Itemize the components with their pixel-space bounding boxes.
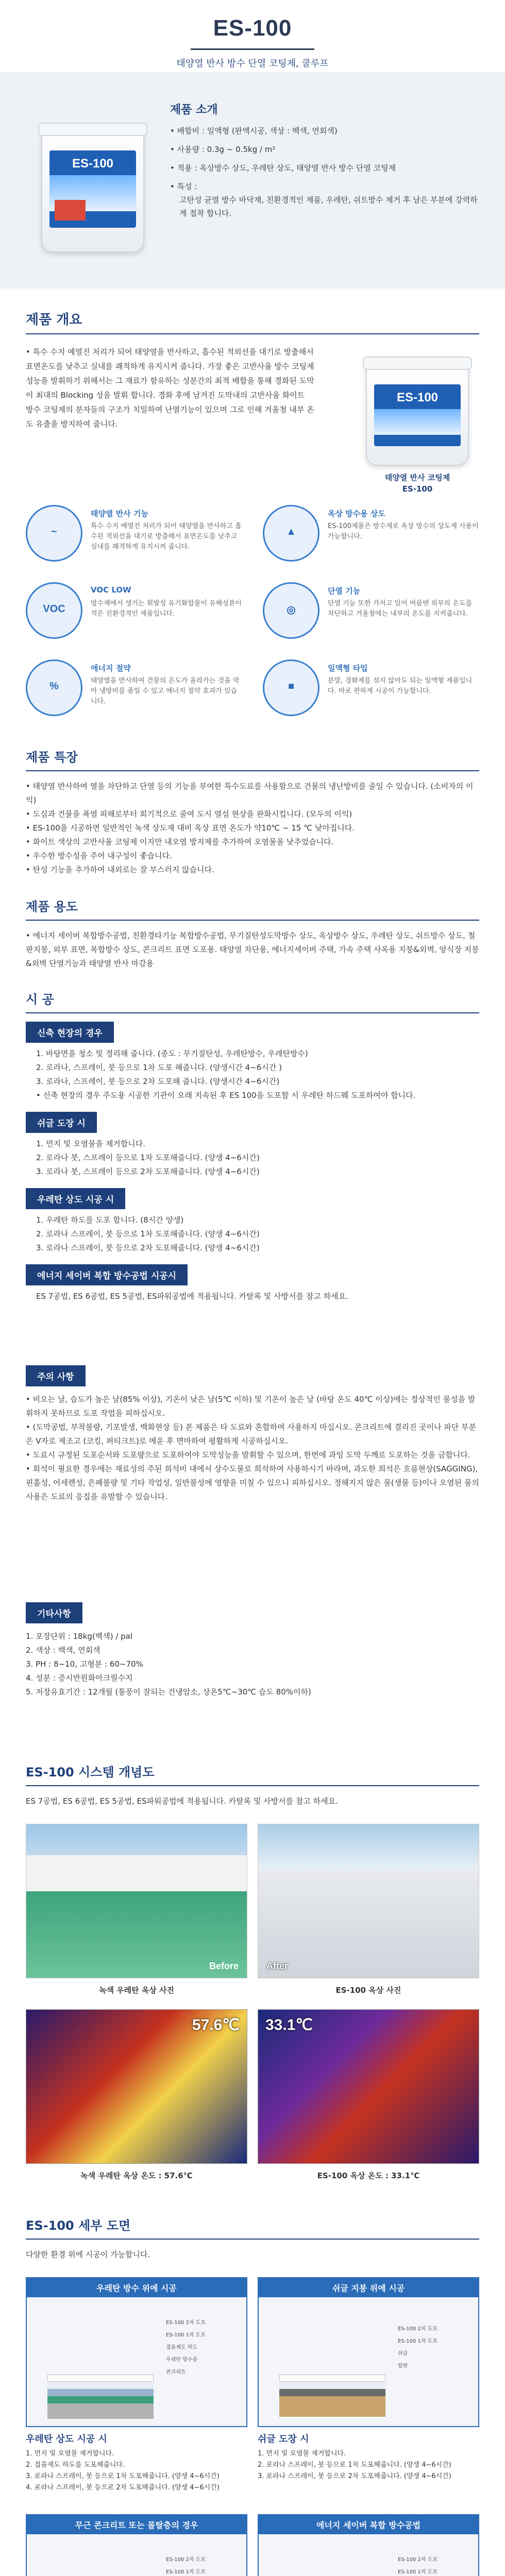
characteristic-line: • 탄성 기능을 추가하여 내외로는 잘 부스러지 않습니다. — [26, 865, 214, 874]
icon-glyph: ~ — [51, 526, 57, 537]
title-rule — [191, 48, 314, 50]
before-temp-readout: 57.6℃ — [192, 2016, 240, 2033]
diagram-step: 3. 로라나 스프레이, 붓 등으로 2차 도포해줍니다. (양생 4~6시간) — [258, 2472, 451, 2480]
detail-diagram — [26, 2277, 247, 2427]
detail-heading: ES-100 세부 도면 — [26, 2218, 131, 2233]
feature-item — [26, 659, 242, 732]
diagram-head: 쉬글 지붕 위에 시공 — [259, 2278, 478, 2297]
overview-bucket-image — [366, 363, 469, 466]
caution-line: • (도막공법, 부착불량, 기포발생, 백화현상 등) 본 제품은 타 도료와 혼합하여 사용하지 마십시오. 콘크리트에 결리진 곳이나 파단 부분은 V자로 제조고 (코킹, 퍼티크트)로 메운 후 면마하여 평활하게 시공하십시오. — [26, 1422, 477, 1446]
feature-item — [263, 505, 479, 577]
construction-step: 1. 먼지 및 오염물을 제거합니다. — [36, 1139, 146, 1148]
feature-title: 태양열 반사 기능 — [91, 509, 148, 518]
feature-item — [26, 582, 242, 654]
other-line: 3. PH : 8~10, 고형분 : 60~70% — [26, 1659, 143, 1669]
usage-text: • 에너지 세이버 복합방수공법, 친환경타기능 복합방수공법, 무기질탄성도막방수 상도, 옥상방수 상도, 우레탄 상도, 쉬트방수 상도, 철판지붕, 외부 표면, 복합방수 상도, 콘크리트 표면 도포용. 태양열 차단용, 에너지세이버 주택, 가속 주택 사옥용 지붕&외벽, 양식장 지붕&외벽 단열기능과 태양열 반사 마감용 — [26, 931, 479, 968]
system-desc: ES 7공법, ES 6공법, ES 5공법, ES파워공법에 적용됩니다. 카탈록 및 사방서를 참고 하세요. — [26, 1797, 338, 1806]
caution-line: • 회석이 필요한 경우에는 재료성의 주된 희석비 내에서 상수도물로 희석하여 사용하시기 바라며, 과도한 희석은 흐름현상(SAGGING), 핀홀성, 어세렌성, 은폐불량 및 기타 작업성, 일반불성에 영향을 미칠 수 있으니 피하십시오. 정해지지 않은 물(생물 등)이나 오염된 물의 사용은 도료의 응집을 유발할 수 있습니다. — [26, 1464, 479, 1501]
feature-body: 방수제에서 생기는 휘발성 유기화합물이 유해성분이 적은 친환경적인 제품입니다. — [91, 600, 242, 618]
product-bucket-image — [41, 129, 144, 252]
section-rule — [26, 2239, 479, 2240]
caution-line: • 비오는 날, 습도가 높은 날(85% 이상), 기온이 낮은 날(5℃ 이하) 및 기온이 높은 날 (바탕 온도 40℃ 이상)에는 정상적인 물성을 발휘하지 못하므로 도포 작업을 피하십시오. — [26, 1395, 476, 1418]
diagram-layer — [279, 2389, 385, 2396]
diagram-step: 2. 로라나 스프레이, 붓 등으로 1차 도포해줍니다. (양생 4~6시간) — [258, 2461, 451, 2469]
section-rule — [26, 770, 479, 771]
layer-label: ES-100 2차 도포 — [398, 2326, 438, 2332]
diagram-step: 1. 먼지 및 오염물 제거합니다. — [258, 2450, 346, 2458]
overview-caption — [361, 472, 474, 495]
feature-item — [263, 582, 479, 654]
layer-label: 합판 — [398, 2363, 408, 2369]
sun-reflect-icon — [26, 505, 82, 562]
overview-heading: 제품 개요 — [26, 312, 82, 328]
page-header — [0, 0, 505, 72]
diagram-title: 우레탄 상도 시공 시 — [26, 2434, 107, 2445]
feature-title: VOC LOW — [91, 585, 131, 595]
diagram-step: 2. 접을제도 하도를 도포해줍니다. — [26, 2461, 125, 2469]
bucket-lid — [38, 123, 147, 136]
overview-text: • 특수 수지 예열진 처리가 되어 태양열을 반사하고, 흡수된 적외선을 대기로 방출해서 표면온도를 낮추고 실내를 쾌적하게 유지시켜 줍니다. 가장 좋은 고반사율 방수 코팅제 성능을 발휘하기 위해서는 그 재료가 함유하는 성분간의 최적 배합을 통해 경화된 도막이 최대의 Blocking 성을 발휘 합니다. 경화 후에 남겨진 도막내의 고반사율 화이트 방수 코팅제의 분자들의 구조가 치밀하여 난열기능이 있으며 그로 인해 겨울철 내부 온도 유출을 방지하여 줍니다. — [26, 347, 314, 429]
usage-section — [26, 896, 479, 971]
diagram-layer — [47, 2382, 154, 2389]
feature-body: 단열 기능 또한 가지고 있어 여름엔 외부의 온도를 차단하고 겨울철에는 내부의 온도를 지켜줍니다. — [328, 600, 473, 618]
construction-step: 2. 로라나, 스프레이, 붓 등으로 1차 도포 해줍니다. (양생시간 4~6시간 ) — [36, 1063, 282, 1072]
construction-step: 2. 로라나 붓, 스프레이 등으로 1차 도포해줍니다. (양생 4~6시간) — [36, 1153, 260, 1162]
diagram-head: 무근 콘크리트 또는 몰탈층의 경우 — [27, 2515, 246, 2534]
characteristics-section — [26, 747, 479, 877]
construction-step: 3. 로라나 붓, 스프레이 등으로 2차 도포해줍니다. (양생 4~6시간) — [36, 1167, 260, 1176]
diagram-layer — [279, 2382, 385, 2389]
layer-label: ES-100 2차 도포 — [398, 2557, 438, 2563]
feature-body: 태양열을 반사하여 건물의 온도가 올라가는 것을 막아 냉방비를 줄일 수 있고 에너지 절약 효과가 있습니다. — [91, 677, 240, 705]
product-heading: 제품 소개 — [170, 104, 218, 116]
diagram-step: 3. 로라나 스프레이, 붓 등으로 1차 도포해줍니다. (양생 4~6시간) — [26, 2472, 220, 2480]
layer-label: ES-100 2차 도포 — [166, 2557, 206, 2563]
page-subtitle: 태양열 반사 방수 단열 코팅제, 쿨루프 — [176, 58, 329, 69]
other-heading: 기타사항 — [26, 1602, 82, 1623]
system-section — [26, 1762, 479, 1808]
feature-item — [263, 659, 479, 732]
section-rule — [26, 1785, 479, 1786]
before-thermal-image — [26, 2009, 247, 2164]
diagram-layer — [279, 2396, 385, 2417]
product-intro-text — [170, 101, 484, 225]
diagram-body — [27, 2534, 246, 2576]
construction-step: 1. 바탕면을 청소 및 정리해 줍니다. (종도 : 무기질탄성, 우레탄방수, 우레탄방수) — [36, 1049, 308, 1058]
before-tag: Before — [209, 1961, 239, 1971]
icon-glyph: ◎ — [287, 604, 296, 616]
after-temp-caption: ES-100 옥상 온도 : 33.1℃ — [317, 2171, 420, 2180]
before-caption: 녹색 우레탄 옥상 사진 — [98, 1986, 175, 1995]
other-line: 4. 성분 : 증시반원화아크릴수지 — [26, 1673, 133, 1683]
voc-low-icon — [26, 582, 82, 639]
layer-label: 접을제도 하도 — [166, 2345, 198, 2350]
section-rule — [26, 920, 479, 921]
page-title: ES-100 — [213, 15, 292, 41]
diagram-layer — [47, 2403, 154, 2419]
construction-group-title: 신축 현장의 경우 — [26, 1022, 114, 1043]
diagram-layer — [279, 2375, 385, 2382]
diagram-head: 에너지 세이버 복합 방수공법 — [259, 2515, 478, 2534]
other-line: 2. 색상 : 백색, 연회색 — [26, 1646, 100, 1655]
caption-line: ES-100 — [402, 484, 433, 494]
roof-icon — [263, 505, 319, 562]
usage-heading: 제품 용도 — [26, 900, 78, 914]
diagram-step: 1. 먼지 및 오염물 제거합니다. — [26, 2450, 114, 2458]
other-line: 1. 포장단위 : 18kg(백색) / pal — [26, 1632, 133, 1641]
detail-diagram — [258, 2277, 479, 2427]
spec-item: • 사용량 : 0.3g ~ 0.5kg / m² — [170, 145, 276, 154]
icon-glyph: VOC — [43, 603, 65, 615]
layer-label: ES-100 1차 도포 — [166, 2332, 206, 2338]
icon-glyph: ▲ — [286, 526, 296, 537]
product-intro — [0, 72, 505, 289]
construction-step: 1. 우레탄 하도를 도포 합니다. (8시간 양생) — [36, 1215, 184, 1225]
one-component-icon — [263, 659, 319, 716]
detail-diagram — [258, 2514, 479, 2576]
feature-item — [26, 505, 242, 577]
characteristic-line: • 태양열 반사하여 열을 차단하고 단열 등의 기능을 부여한 특수도료를 사용함으로 건물의 냉난방비를 줄일 수 있습니다. (소비자의 이익) — [26, 782, 474, 805]
after-tag: After — [266, 1961, 289, 1971]
diagram-steps — [258, 2448, 479, 2482]
overview-rule — [26, 333, 479, 334]
feature-body: 특수 수지 예열진 처리가 되어 태양열을 반사하고 흡수된 적외선을 대기로 방출해서 표면온도를 낮추고 실내를 쾌적하게 유지시켜 줍니다. — [91, 522, 242, 551]
layer-label: 우레탄 방수층 — [166, 2357, 198, 2363]
diagram-step: 4. 로라나 스프레이, 붓 등으로 2차 도포해줍니다. (양생 4~6시간) — [26, 2484, 220, 2492]
diagram-layer — [47, 2396, 154, 2403]
after-caption: ES-100 옥상 사진 — [335, 1986, 401, 1995]
energy-saving-icon — [26, 659, 82, 716]
construction-section — [26, 989, 479, 1303]
construction-step: ES 7공법, ES 6공법, ES 5공법, ES파워공법에 적용됩니다. 카탈록 및 사방서를 참고 하세요. — [36, 1292, 348, 1301]
before-temp-caption: 녹색 우레탄 옥상 온도 : 57.6℃ — [80, 2171, 193, 2180]
layer-label: 콘크리트 — [166, 2369, 186, 2375]
diagram-body — [27, 2297, 246, 2426]
bucket-lid — [363, 357, 472, 370]
icon-glyph: ■ — [288, 681, 295, 692]
diagram-title: 쉬글 도장 시 — [258, 2434, 309, 2445]
diagram-body — [259, 2297, 478, 2426]
bucket-label — [49, 150, 136, 228]
bucket-label-title: ES-100 — [396, 391, 439, 404]
construction-heading: 시 공 — [26, 992, 54, 1007]
feature-title: 일액형 타입 — [328, 664, 368, 673]
system-heading: ES-100 시스템 개념도 — [26, 1765, 155, 1780]
construction-group-title: 에너지 세이버 복합 방수공법 시공시 — [26, 1264, 188, 1285]
feature-body: 분말, 경화제를 섞지 않아도 되는 일액형 제품입니다. 바로 편하게 시공이 가능합니다. — [328, 677, 473, 695]
caption-line: 태양열 반사 코팅제 — [384, 473, 450, 482]
bucket-label-title: ES-100 — [72, 157, 114, 171]
characteristics-heading: 제품 특장 — [26, 750, 78, 765]
detail-diagram — [26, 2514, 247, 2576]
overview-product — [361, 355, 474, 495]
construction-step: 3. 로라나, 스프레이, 붓 등으로 2차 도포해 줍니다. (양생시간 4~6시간) — [36, 1077, 280, 1086]
insulation-icon — [263, 582, 319, 639]
other-section — [26, 1602, 479, 1699]
construction-group-title: 쉬글 도장 시 — [26, 1112, 97, 1133]
product-spec-list — [170, 124, 484, 220]
construction-step: 3. 로라나 스프레이, 붓 등으로 2차 도포해줍니다. (양생 4~6시간) — [36, 1243, 260, 1252]
caution-line: • 도료시 규정된 도포순서와 도포량으로 도포하여야 도막성능을 발휘할 수 있으며, 한번에 과잉 도막 두께로 도포하는 것을 금합니다. — [26, 1450, 470, 1460]
caution-heading: 주의 사항 — [26, 1365, 86, 1386]
diagram-steps — [26, 2448, 247, 2494]
before-roof-photo — [26, 1824, 247, 1978]
bucket-label-building — [55, 200, 86, 221]
diagram-head: 우레탄 방수 위에 시공 — [27, 2278, 246, 2297]
section-rule — [26, 1012, 479, 1013]
layer-label: ES-100 2차 도포 — [166, 2320, 206, 2326]
diagram-layer — [47, 2389, 154, 2396]
construction-group-title: 우레탄 상도 시공 시 — [26, 1188, 125, 1209]
after-roof-photo — [258, 1824, 479, 1978]
layer-label: ES-100 1차 도포 — [398, 2569, 438, 2575]
bucket-label — [374, 384, 461, 446]
icon-glyph: % — [49, 681, 59, 692]
after-temp-readout: 33.1℃ — [265, 2016, 313, 2033]
detail-desc: 다양한 환경 위에 시공이 가능합니다. — [26, 2250, 150, 2259]
building-wall — [26, 1855, 247, 1891]
feature-title: 에너지 절약 — [91, 664, 131, 673]
layer-label: 쉬글 — [398, 2351, 408, 2357]
bucket-label-sky — [374, 409, 461, 435]
feature-title: 옥상 방수용 상도 — [328, 509, 385, 518]
characteristic-line: • 화이트 색상의 고반사율 코팅제 이지만 내오염 방지제를 추가하여 오염물을 낮추었습니다. — [26, 837, 334, 846]
spec-detail: 고탄성 균열 방수 바닥재, 친환경적인 제품, 우레탄, 쉬트방수 제거 후 남은 부분에 강력하게 접착 합니다. — [179, 195, 478, 218]
spec-item: • 적용 : 옥상방수 상도, 우레탄 상도, 태양열 반사 방수 단열 코팅제 — [170, 163, 396, 173]
feature-body: ES-100제품은 방수제로 옥상 방수의 상도제 사용이 가능합니다. — [328, 522, 479, 540]
spec-item: • 특성 : 고탄성 균열 방수 바닥재, 친환경적인 제품, 우레탄, 쉬트방수 제거 후 남은 부분에 강력하게 접착 합니다. — [170, 180, 484, 220]
feature-title: 단열 기능 — [328, 586, 361, 596]
construction-step: • 신축 현장의 경우 주도용 시공한 기관이 오래 지속된 후 ES 100을 도포할 시 우레탄 하드웨 도포하여야 합니다. — [36, 1091, 416, 1100]
characteristic-line: • 우수한 방수성을 주어 내구성이 좋습니다. — [26, 851, 172, 860]
layer-label: ES-100 1차 도포 — [398, 2338, 438, 2344]
after-thermal-image — [258, 2009, 479, 2164]
characteristic-line: • 도심과 건물을 폭염 피해로부터 회기적으로 줄여 도시 열섬 현상을 완화시킵니다. (모두의 이익) — [26, 809, 352, 819]
diagram-layer — [47, 2375, 154, 2382]
diagram-body — [259, 2534, 478, 2576]
spec-item: • 배합비 : 일액형 (완액시공, 색상 : 백색, 연회색) — [170, 126, 338, 135]
layer-label: ES-100 1차 도포 — [166, 2569, 206, 2575]
characteristic-line: • ES-100을 시공하면 일반적인 녹색 상도재 대비 옥상 표면 온도가 약10℃ ~ 15 ℃ 낮아집니다. — [26, 823, 355, 833]
other-line: 5. 저장유효기간 : 12개월 (통풍이 잘되는 건냉암소, 상온5℃~30℃ 습도 80%이하) — [26, 1687, 311, 1697]
caution-section — [26, 1365, 479, 1504]
detail-section — [26, 2215, 479, 2262]
construction-step: 2. 로라나 스프레이, 붓 등으로 1차 도포해줍니다. (양생 4~6시간) — [36, 1229, 260, 1239]
